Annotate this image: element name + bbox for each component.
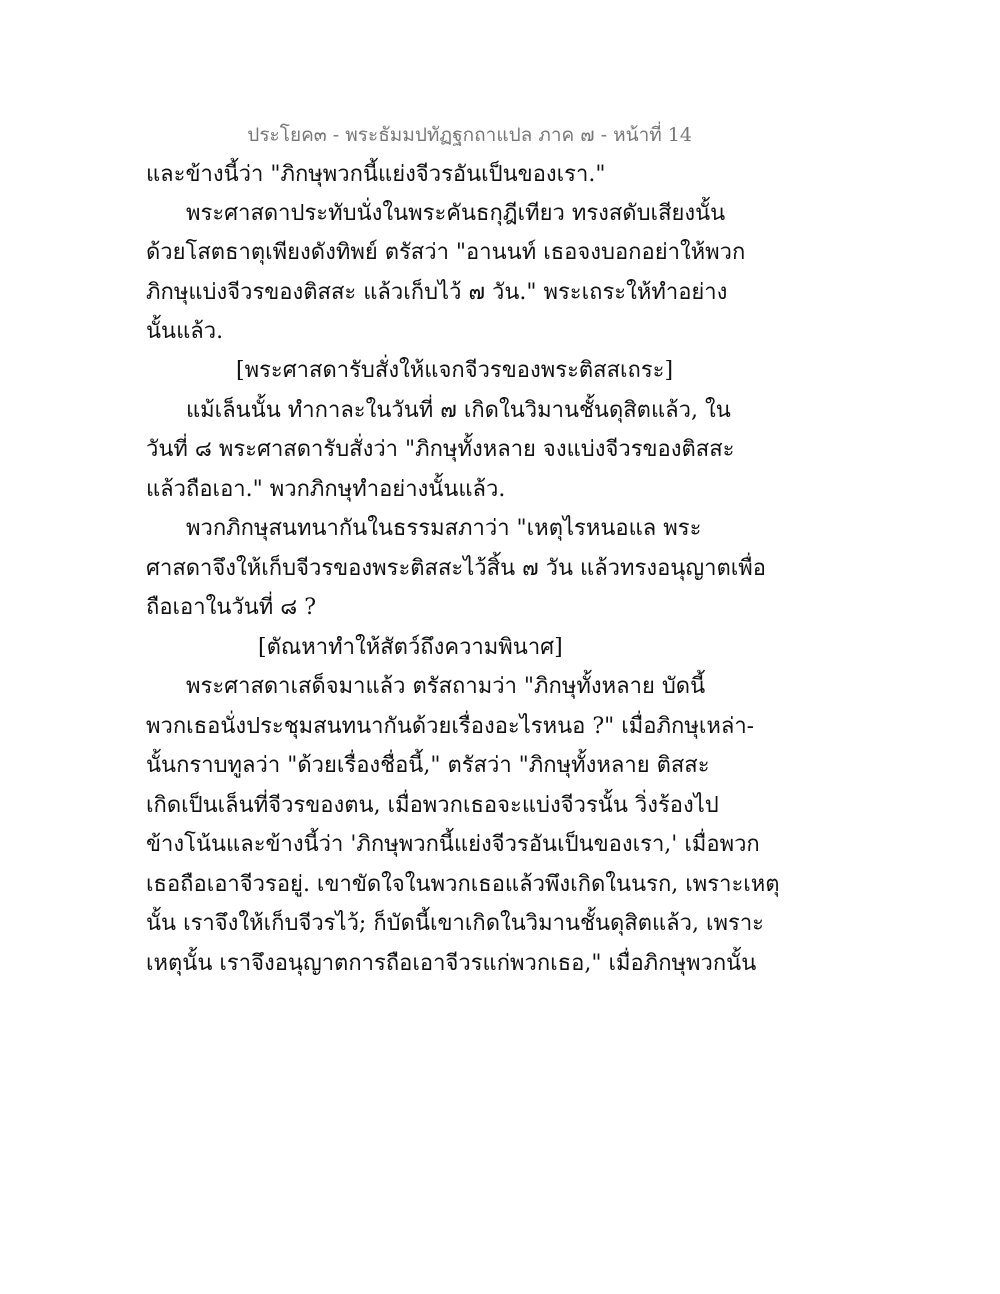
text-line: พระศาสดาเสด็จมาแล้ว ตรัสถามว่า "ภิกษุทั้งหลาย บัดนี้ bbox=[186, 674, 706, 699]
text-line: พระศาสดาประทับนั่งในพระคันธกุฎีเทียว ทรงสดับเสียงนั้น bbox=[186, 201, 726, 226]
text-line: พวกภิกษุสนทนากันในธรรมสภาว่า "เหตุไรหนอแล พระ bbox=[186, 516, 702, 541]
text-line: นั้นแล้ว. bbox=[146, 319, 224, 344]
text-line: เธอถือเอาจีวรอยู่. เขาขัดใจในพวกเธอแล้วพึงเกิดในนรก, เพราะเหตุ bbox=[146, 872, 780, 897]
text-line: นั้น เราจึงให้เก็บจีวรไว้; ก็บัดนี้เขาเกิดในวิมานชั้นดุสิตแล้ว, เพราะ bbox=[146, 911, 764, 936]
text-line: ด้วยโสตธาตุเพียงดังทิพย์ ตรัสว่า "อานนท์ เธอจงบอกอย่าให้พวก bbox=[146, 240, 746, 265]
text-line: แม้เล็นนั้น ทำกาละในวันที่ ๗ เกิดในวิมานชั้นดุสิตแล้ว, ใน bbox=[186, 398, 731, 423]
text-line: และข้างนี้ว่า "ภิกษุพวกนี้แย่งจีวรอันเป็นของเรา." bbox=[146, 162, 606, 187]
text-line: วันที่ ๘ พระศาสดารับสั่งว่า "ภิกษุทั้งหลาย จงแบ่งจีวรของติสสะ bbox=[146, 437, 735, 462]
text-line: พวกเธอนั่งประชุมสนทนากันด้วยเรื่องอะไรหนอ ?" เมื่อภิกษุเหล่า- bbox=[146, 714, 755, 739]
page-header: ประโยค๓ - พระธัมมปทัฏฐกถาแปล ภาค ๗ - หน้าที่ 14 bbox=[247, 124, 692, 146]
section-heading: [พระศาสดารับสั่งให้แจกจีวรของพระติสสเถระ] bbox=[236, 358, 674, 383]
text-line: ศาสดาจึงให้เก็บจีวรของพระติสสะไว้สิ้น ๗ วัน แล้วทรงอนุญาตเพื่อ bbox=[146, 556, 766, 581]
text-line: นั้นกราบทูลว่า "ด้วยเรื่องชื่อนี้," ตรัสว่า "ภิกษุทั้งหลาย ติสสะ bbox=[146, 753, 710, 778]
section-heading: [ตัณหาทำให้สัตว์ถึงความพินาศ] bbox=[258, 635, 563, 660]
text-line: ถือเอาในวันที่ ๘ ? bbox=[146, 595, 317, 620]
text-line: ข้างโน้นและข้างนี้ว่า 'ภิกษุพวกนี้แย่งจีวรอันเป็นของเรา,' เมื่อพวก bbox=[146, 832, 760, 857]
text-line: ภิกษุแบ่งจีวรของติสสะ แล้วเก็บไว้ ๗ วัน." พระเถระให้ทำอย่าง bbox=[146, 280, 728, 305]
text-line: เกิดเป็นเล็นที่จีวรของตน, เมื่อพวกเธอจะแบ่งจีวรนั้น วิ่งร้องไป bbox=[146, 793, 719, 818]
text-line: เหตุนั้น เราจึงอนุญาตการถือเอาจีวรแก่พวกเธอ," เมื่อภิกษุพวกนั้น bbox=[146, 951, 757, 976]
text-line: แล้วถือเอา." พวกภิกษุทำอย่างนั้นแล้ว. bbox=[146, 477, 506, 502]
